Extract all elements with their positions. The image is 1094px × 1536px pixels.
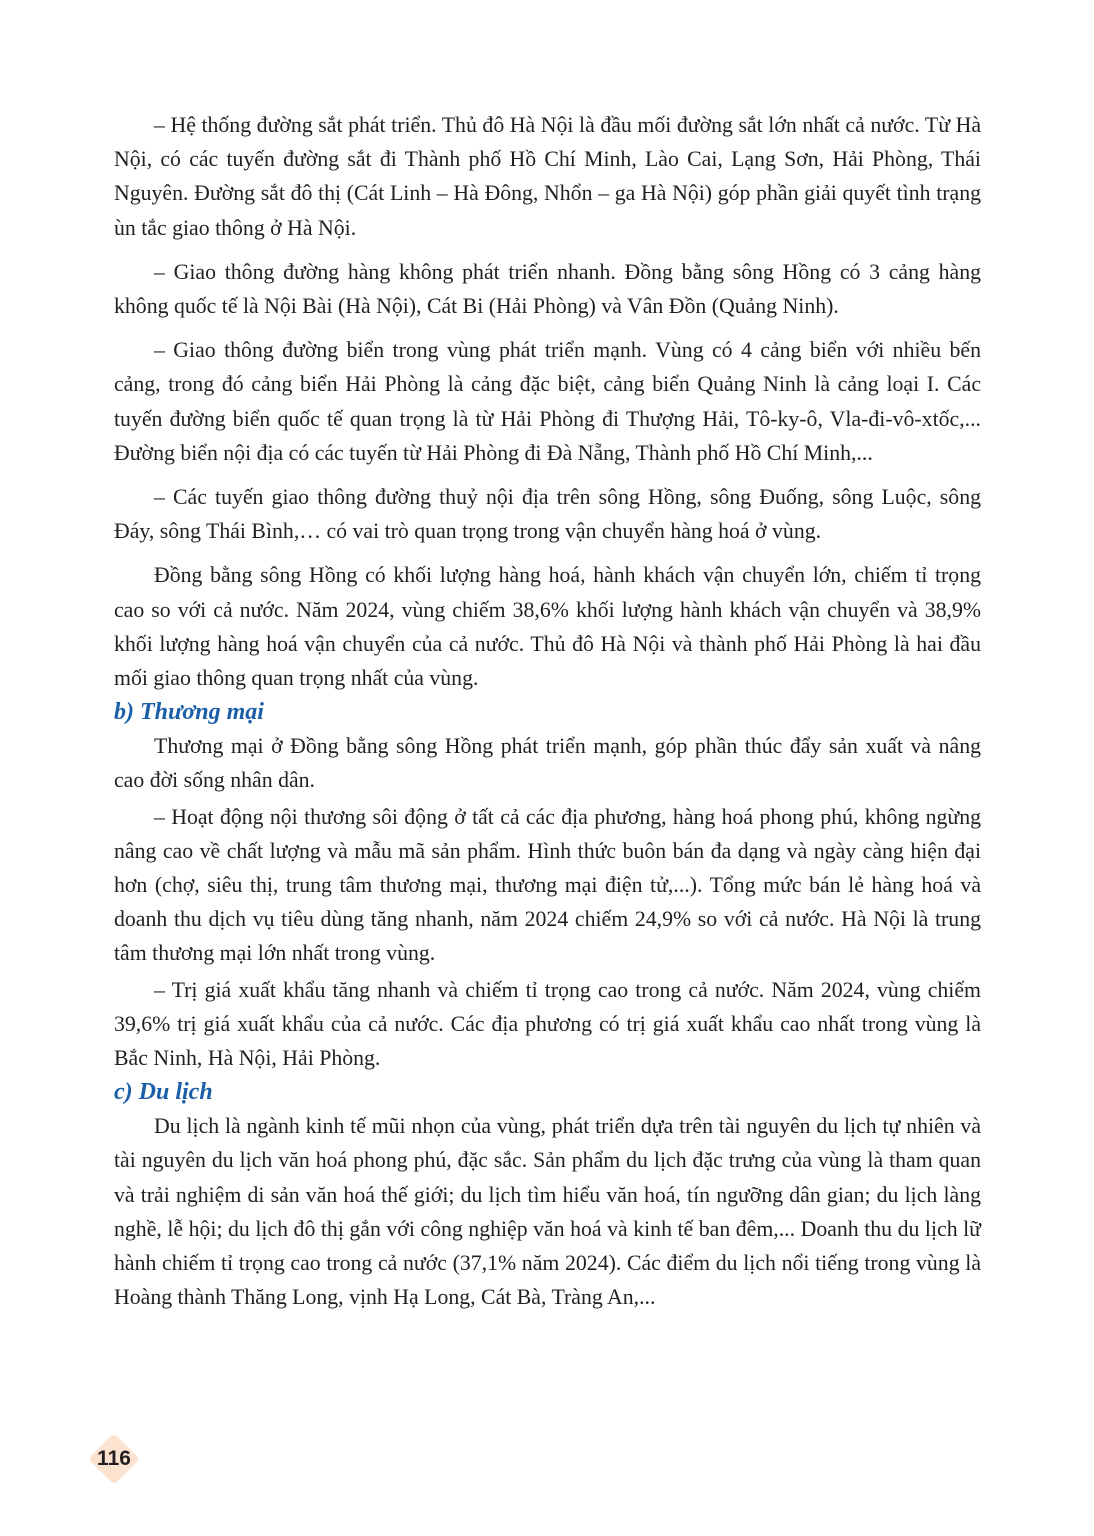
page-number-badge: [90, 1438, 138, 1480]
paragraph-domestic-trade: – Hoạt động nội thương sôi động ở tất cả các địa phương, hàng hoá phong phú, không ngừng nâng cao về chất lượng và mẫu mã sản phẩm. Hình thức buôn bán đa dạng và ngày càng hiện đại hơn (chợ, siêu thị, trung tâm thương mại, thương mại điện tử,...). Tổng mức bán lẻ hàng hoá và doanh thu dịch vụ tiêu dùng tăng nhanh, năm 2024 chiếm 24,9% so với cả nước. Hà Nội là trung tâm thương mại lớn nhất trong vùng.: [114, 804, 981, 966]
paragraph-railway: – Hệ thống đường sắt phát triển. Thủ đô Hà Nội là đầu mối đường sắt lớn nhất cả nước. Từ Hà Nội, có các tuyến đường sắt đi Thành phố Hồ Chí Minh, Lào Cai, Lạng Sơn, Hải Phòng, Thái Nguyên. Đường sắt đô thị (Cát Linh – Hà Đông, Nhổn – ga Hà Nội) góp phần giải quyết tình trạng ùn tắc giao thông ở Hà Nội.: [114, 113, 981, 240]
paragraph-inland-waterway: – Các tuyến giao thông đường thuỷ nội địa trên sông Hồng, sông Đuống, sông Luộc, sông Đáy, sông Thái Bình,… có vai trò quan trọng trong vận chuyển hàng hoá ở vùng.: [114, 485, 981, 544]
section-heading-trade: b) Thương mại: [114, 699, 264, 726]
paragraph-transport-volume: Đồng bằng sông Hồng có khối lượng hàng hoá, hành khách vận chuyển lớn, chiếm tỉ trọng cao so với cả nước. Năm 2024, vùng chiếm 38,6% khối lượng hành khách vận chuyển và 38,9% khối lượng hàng hoá vận chuyển của cả nước. Thủ đô Hà Nội và thành phố Hải Phòng là hai đầu mối giao thông quan trọng nhất của vùng.: [114, 563, 981, 691]
page-number: 116: [97, 1447, 131, 1470]
paragraph-trade-intro: Thương mại ở Đồng bằng sông Hồng phát triển mạnh, góp phần thúc đẩy sản xuất và nâng cao đời sống nhân dân.: [114, 734, 981, 793]
paragraph-tourism: Du lịch là ngành kinh tế mũi nhọn của vùng, phát triển dựa trên tài nguyên du lịch tự nhiên và tài nguyên du lịch văn hoá phong phú, đặc sắc. Sản phẩm du lịch đặc trưng của vùng là tham quan và trải nghiệm di sản văn hoá thế giới; du lịch tìm hiểu văn hoá, tín ngưỡng dân gian; du lịch làng nghề, lễ hội; du lịch đô thị gắn với công nghiệp văn hoá và kinh tế ban đêm,... Doanh thu du lịch lữ hành chiếm tỉ trọng cao trong cả nước (37,1% năm 2024). Các điểm du lịch nổi tiếng trong vùng là Hoàng thành Thăng Long, vịnh Hạ Long, Cát Bà, Tràng An,...: [114, 1114, 981, 1310]
paragraph-seaway: – Giao thông đường biển trong vùng phát triển mạnh. Vùng có 4 cảng biển với nhiều bến cảng, trong đó cảng biển Hải Phòng là cảng đặc biệt, cảng biển Quảng Ninh là cảng loại I. Các tuyến đường biển quốc tế quan trọng là từ Hải Phòng đi Thượng Hải, Tô-ky-ô, Vla-đi-vô-xtốc,... Đường biển nội địa có các tuyến từ Hải Phòng đi Đà Nẵng, Thành phố Hồ Chí Minh,...: [114, 338, 981, 465]
paragraph-airway: – Giao thông đường hàng không phát triển nhanh. Đồng bằng sông Hồng có 3 cảng hàng không quốc tế là Nội Bài (Hà Nội), Cát Bi (Hải Phòng) và Vân Đồn (Quảng Ninh).: [114, 259, 981, 319]
paragraph-export: – Trị giá xuất khẩu tăng nhanh và chiếm tỉ trọng cao trong cả nước. Năm 2024, vùng chiếm 39,6% trị giá xuất khẩu của cả nước. Các địa phương có trị giá xuất khẩu cao nhất trong vùng là Bắc Ninh, Hà Nội, Hải Phòng.: [114, 977, 981, 1071]
section-heading-tourism: c) Du lịch: [114, 1079, 213, 1106]
page-content: [114, 108, 981, 1315]
